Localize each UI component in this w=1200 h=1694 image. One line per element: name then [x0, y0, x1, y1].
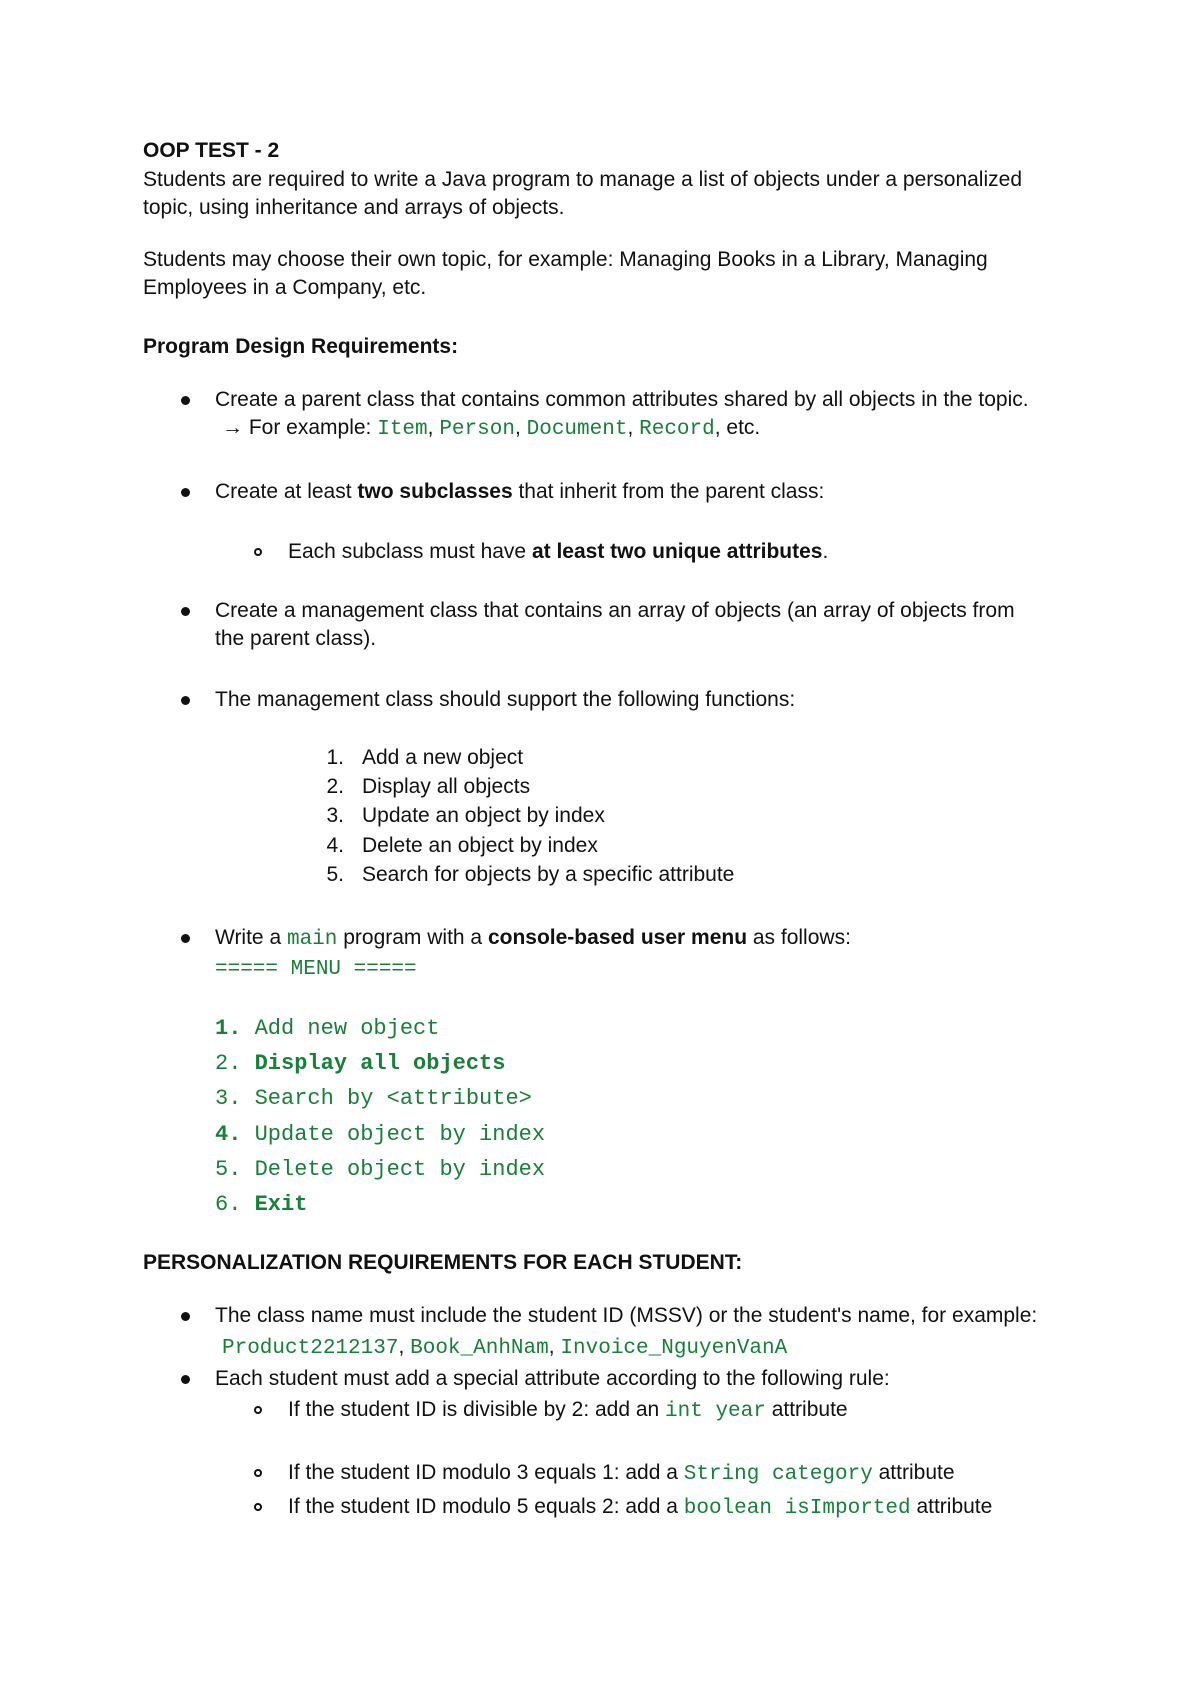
subclasses-text	[215, 478, 824, 506]
personalization-heading: PERSONALIZATION REQUIREMENTS FOR EACH STUDENT:	[143, 1251, 743, 1274]
management-line-2: the parent class).	[215, 627, 377, 650]
text-span: attribute	[765, 1398, 848, 1421]
text-span: as follows:	[747, 926, 851, 949]
code-attribute: String category	[683, 1463, 873, 1486]
code-attribute: int year	[665, 1400, 766, 1423]
function-item: Search for objects by a specific attribute	[362, 863, 735, 886]
list-number: 3.	[326, 804, 344, 827]
menu-item-number: 1.	[215, 1016, 242, 1041]
topic-note-line-2: Employees in a Company, etc.	[143, 276, 427, 299]
function-item: Delete an object by index	[362, 834, 598, 857]
code-main: main	[286, 928, 338, 951]
text-span: program with a	[337, 926, 488, 949]
menu-item-text: Add new object	[254, 1016, 440, 1041]
text-span: attribute	[872, 1461, 955, 1484]
menu-item	[215, 1191, 307, 1219]
subclass-attributes-text	[288, 538, 828, 566]
classname-text: The class name must include the student ID (MSSV) or the student's name, for example:	[215, 1304, 1038, 1327]
functions-intro: The management class should support the following functions:	[215, 688, 796, 711]
function-item: Update an object by index	[362, 804, 605, 827]
design-heading: Program Design Requirements:	[143, 335, 459, 358]
menu-item-number: 4.	[215, 1122, 242, 1147]
menu-item-text: Search by <attribute>	[254, 1086, 532, 1111]
circle-bullet	[254, 1406, 262, 1414]
bullet-dot	[181, 1312, 190, 1321]
circle-bullet	[254, 1503, 262, 1511]
bullet-dot	[181, 396, 190, 405]
text-span: that inherit from the parent class:	[512, 480, 825, 503]
text-span: attribute	[910, 1495, 993, 1518]
intro-line-2: topic, using inheritance and arrays of objects.	[143, 196, 565, 219]
bullet-dot	[181, 1375, 190, 1384]
separator: ,	[627, 416, 640, 439]
intro-line-1: Students are required to write a Java program to manage a list of objects under a personalized	[143, 168, 1022, 191]
code-example: Person	[439, 418, 515, 441]
menu-item	[215, 1015, 439, 1043]
function-item: Add a new object	[362, 746, 524, 769]
separator: ,	[514, 416, 527, 439]
menu-item	[215, 1085, 532, 1113]
rule-item	[288, 1459, 955, 1489]
code-example: Product2212137	[222, 1337, 399, 1360]
text-span: If the student ID modulo 3 equals 1: add a	[288, 1461, 684, 1484]
bold-text: two subclasses	[357, 480, 513, 503]
rule-item	[288, 1396, 848, 1426]
menu-item-number: 6.	[215, 1192, 242, 1217]
menu-item-number: 3.	[215, 1086, 242, 1111]
text-span: .	[822, 540, 829, 563]
separator: ,	[398, 1335, 411, 1358]
list-number: 1.	[326, 746, 344, 769]
code-example: Book_AnhNam	[410, 1337, 549, 1360]
menu-item-text: Exit	[254, 1192, 308, 1217]
example-prefix: → For example:	[222, 416, 378, 439]
parent-class-examples	[222, 414, 760, 444]
rule-intro: Each student must add a special attribute according to the following rule:	[215, 1367, 890, 1390]
bullet-dot	[181, 934, 190, 943]
list-number: 2.	[326, 775, 344, 798]
menu-item	[215, 1156, 545, 1184]
text-span: Each subclass must have	[288, 540, 532, 563]
menu-item	[215, 1121, 545, 1149]
classname-examples	[222, 1333, 787, 1363]
circle-bullet	[254, 548, 262, 556]
bullet-dot	[181, 488, 190, 497]
text-span: If the student ID modulo 5 equals 2: add a	[288, 1495, 684, 1518]
text-span: If the student ID is divisible by 2: add an	[288, 1398, 666, 1421]
parent-class-text: Create a parent class that contains common attributes shared by all objects in the topic.	[215, 388, 1029, 411]
menu-item-text: Display all objects	[254, 1051, 506, 1076]
management-line-1: Create a management class that contains an array of objects (an array of objects from	[215, 599, 1015, 622]
circle-bullet	[254, 1469, 262, 1477]
main-program-text	[215, 924, 851, 954]
text-span: Write a	[215, 926, 287, 949]
menu-item-number: 2.	[215, 1051, 242, 1076]
menu-item-number: 5.	[215, 1157, 242, 1182]
bullet-dot	[181, 696, 190, 705]
topic-note-line-1: Students may choose their own topic, for example: Managing Books in a Library, Managing	[143, 248, 988, 271]
bold-text: at least two unique attributes	[531, 540, 823, 563]
code-attribute: boolean isImported	[683, 1497, 911, 1520]
menu-header: ===== MENU =====	[215, 958, 417, 981]
menu-item-text: Delete object by index	[254, 1157, 546, 1182]
rule-item	[288, 1493, 992, 1523]
list-number: 4.	[326, 834, 344, 857]
document-title: OOP TEST - 2	[143, 139, 280, 162]
menu-item-text: Update object by index	[254, 1122, 546, 1147]
text-span: Create at least	[215, 480, 358, 503]
bold-text: console-based user menu	[487, 926, 748, 949]
list-number: 5.	[326, 863, 344, 886]
separator: ,	[427, 416, 440, 439]
bullet-dot	[181, 607, 190, 616]
function-item: Display all objects	[362, 775, 531, 798]
menu-item	[215, 1050, 505, 1078]
code-example: Invoice_NguyenVanA	[560, 1337, 788, 1360]
example-suffix: , etc.	[714, 416, 761, 439]
code-example: Record	[639, 418, 715, 441]
separator: ,	[548, 1335, 561, 1358]
code-example: Item	[377, 418, 428, 441]
code-example: Document	[526, 418, 628, 441]
